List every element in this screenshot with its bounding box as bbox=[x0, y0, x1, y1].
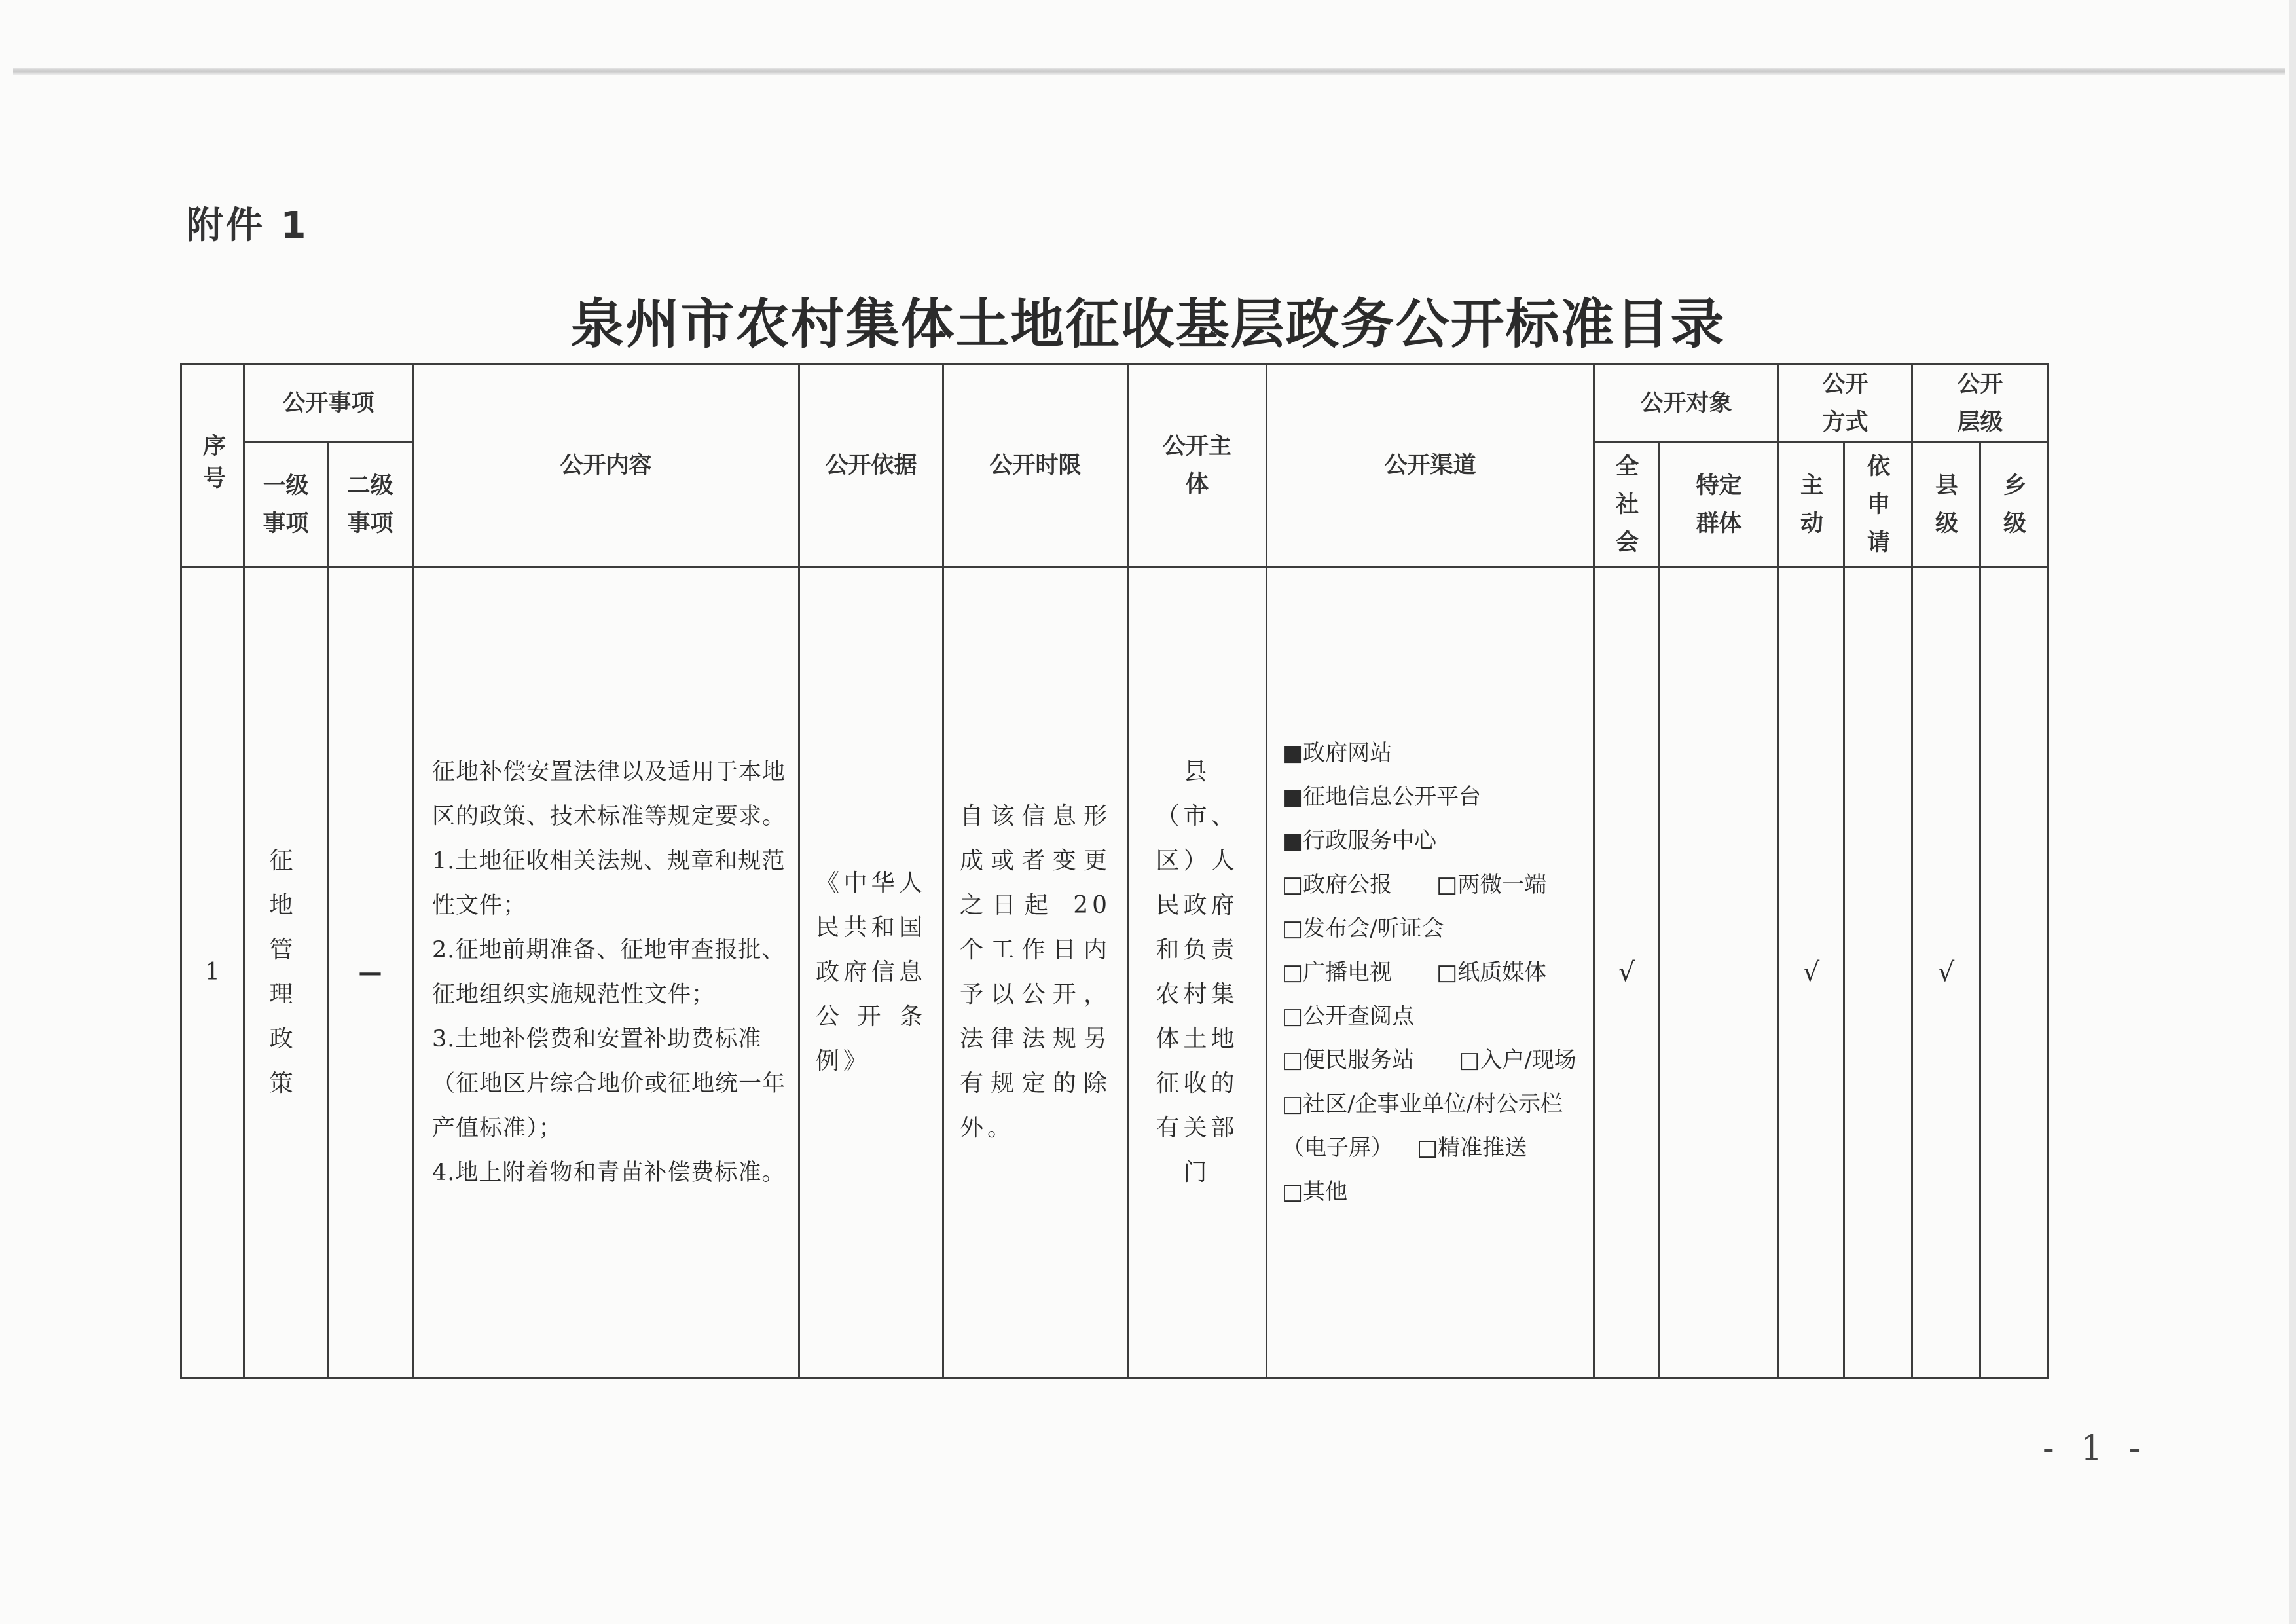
header-level: 公开层级 bbox=[1912, 365, 2049, 443]
content-paragraph: 4.地上附着物和青苗补偿费标准。 bbox=[432, 1160, 786, 1186]
header-time-limit: 公开时限 bbox=[943, 365, 1128, 567]
channel-option: ■行政服务中心 bbox=[1282, 827, 1437, 854]
row-basis: 《中华人民共和国政府信息公开条例》 bbox=[799, 567, 943, 1378]
header-content: 公开内容 bbox=[413, 365, 799, 567]
header-seq: 序号 bbox=[181, 365, 244, 567]
document-title: 泉州市农村集体土地征收基层政务公开标准目录 bbox=[570, 293, 1726, 356]
header-method-request: 依申请 bbox=[1844, 443, 1912, 567]
mark-audience-specific bbox=[1660, 567, 1779, 1378]
row-channels bbox=[1267, 567, 1594, 1378]
header-audience: 公开对象 bbox=[1594, 365, 1779, 443]
channel-option: □社区/企事业单位/村公示栏（电子屏） bbox=[1282, 1090, 1563, 1161]
row-level2-item: — bbox=[328, 567, 413, 1378]
attachment-label: 附件 1 bbox=[187, 204, 309, 247]
header-item-group: 公开事项 bbox=[244, 365, 413, 443]
content-paragraph: 2.征地前期准备、征地审查报批、征地组织实施规范性文件； bbox=[432, 937, 786, 1008]
channel-option: ■政府网站 bbox=[1282, 739, 1393, 766]
header-audience-all: 全社会 bbox=[1594, 443, 1660, 567]
channel-option: □纸质媒体 bbox=[1436, 959, 1547, 986]
mark-level-county: √ bbox=[1912, 567, 1980, 1378]
page-number: - 1 - bbox=[2043, 1429, 2149, 1468]
content-paragraph: 征地补偿安置法律以及适用于本地区的政策、技术标准等规定要求。 bbox=[432, 759, 786, 830]
channel-option: □公开查阅点 bbox=[1282, 1003, 1415, 1029]
scan-edge bbox=[13, 68, 2285, 75]
mark-audience-all: √ bbox=[1594, 567, 1660, 1378]
scan-right-edge bbox=[2289, 0, 2296, 1624]
channel-option: □入户/现场 bbox=[1459, 1046, 1576, 1073]
channel-option: □其他 bbox=[1282, 1178, 1348, 1205]
row-content bbox=[413, 567, 799, 1378]
mark-level-township bbox=[1980, 567, 2049, 1378]
mark-method-active: √ bbox=[1779, 567, 1844, 1378]
row-level1-item: 征地管理政策 bbox=[244, 567, 328, 1378]
header-level1: 一级事项 bbox=[244, 443, 328, 567]
header-level2: 二级事项 bbox=[328, 443, 413, 567]
header-level-county: 县级 bbox=[1912, 443, 1980, 567]
channel-option: □两微一端 bbox=[1436, 871, 1547, 898]
row-subject: 县（市、区）人民政府和负责农村集体土地征收的有关部门 bbox=[1128, 567, 1267, 1378]
mark-method-request bbox=[1844, 567, 1912, 1378]
disclosure-catalog-table bbox=[180, 363, 2049, 1379]
header-channel: 公开渠道 bbox=[1267, 365, 1594, 567]
row-seq: 1 bbox=[181, 567, 244, 1378]
header-basis: 公开依据 bbox=[799, 365, 943, 567]
table-row bbox=[181, 567, 2049, 1378]
content-paragraph: 3.土地补偿费和安置补助费标准（征地区片综合地价或征地统一年产值标准）； bbox=[432, 1026, 786, 1141]
content-paragraph: 1.土地征收相关法规、规章和规范性文件； bbox=[432, 848, 786, 919]
header-level-township: 乡级 bbox=[1980, 443, 2049, 567]
channel-option: □政府公报 bbox=[1282, 871, 1393, 898]
channel-option: ■征地信息公开平台 bbox=[1282, 783, 1482, 810]
channel-option: □精准推送 bbox=[1417, 1134, 1527, 1161]
header-method: 公开方式 bbox=[1779, 365, 1912, 443]
header-subject: 公开主体 bbox=[1128, 365, 1267, 567]
channel-option: □发布会/听证会 bbox=[1282, 915, 1444, 942]
channel-option: □广播电视 bbox=[1282, 959, 1393, 986]
row-time-limit: 自该信息形成或者变更之日起 20 个工作日内予以公开，法律法规另有规定的除外。 bbox=[943, 567, 1128, 1378]
header-method-active: 主动 bbox=[1779, 443, 1844, 567]
channel-option: □便民服务站 bbox=[1282, 1046, 1415, 1073]
header-audience-specific: 特定群体 bbox=[1660, 443, 1779, 567]
